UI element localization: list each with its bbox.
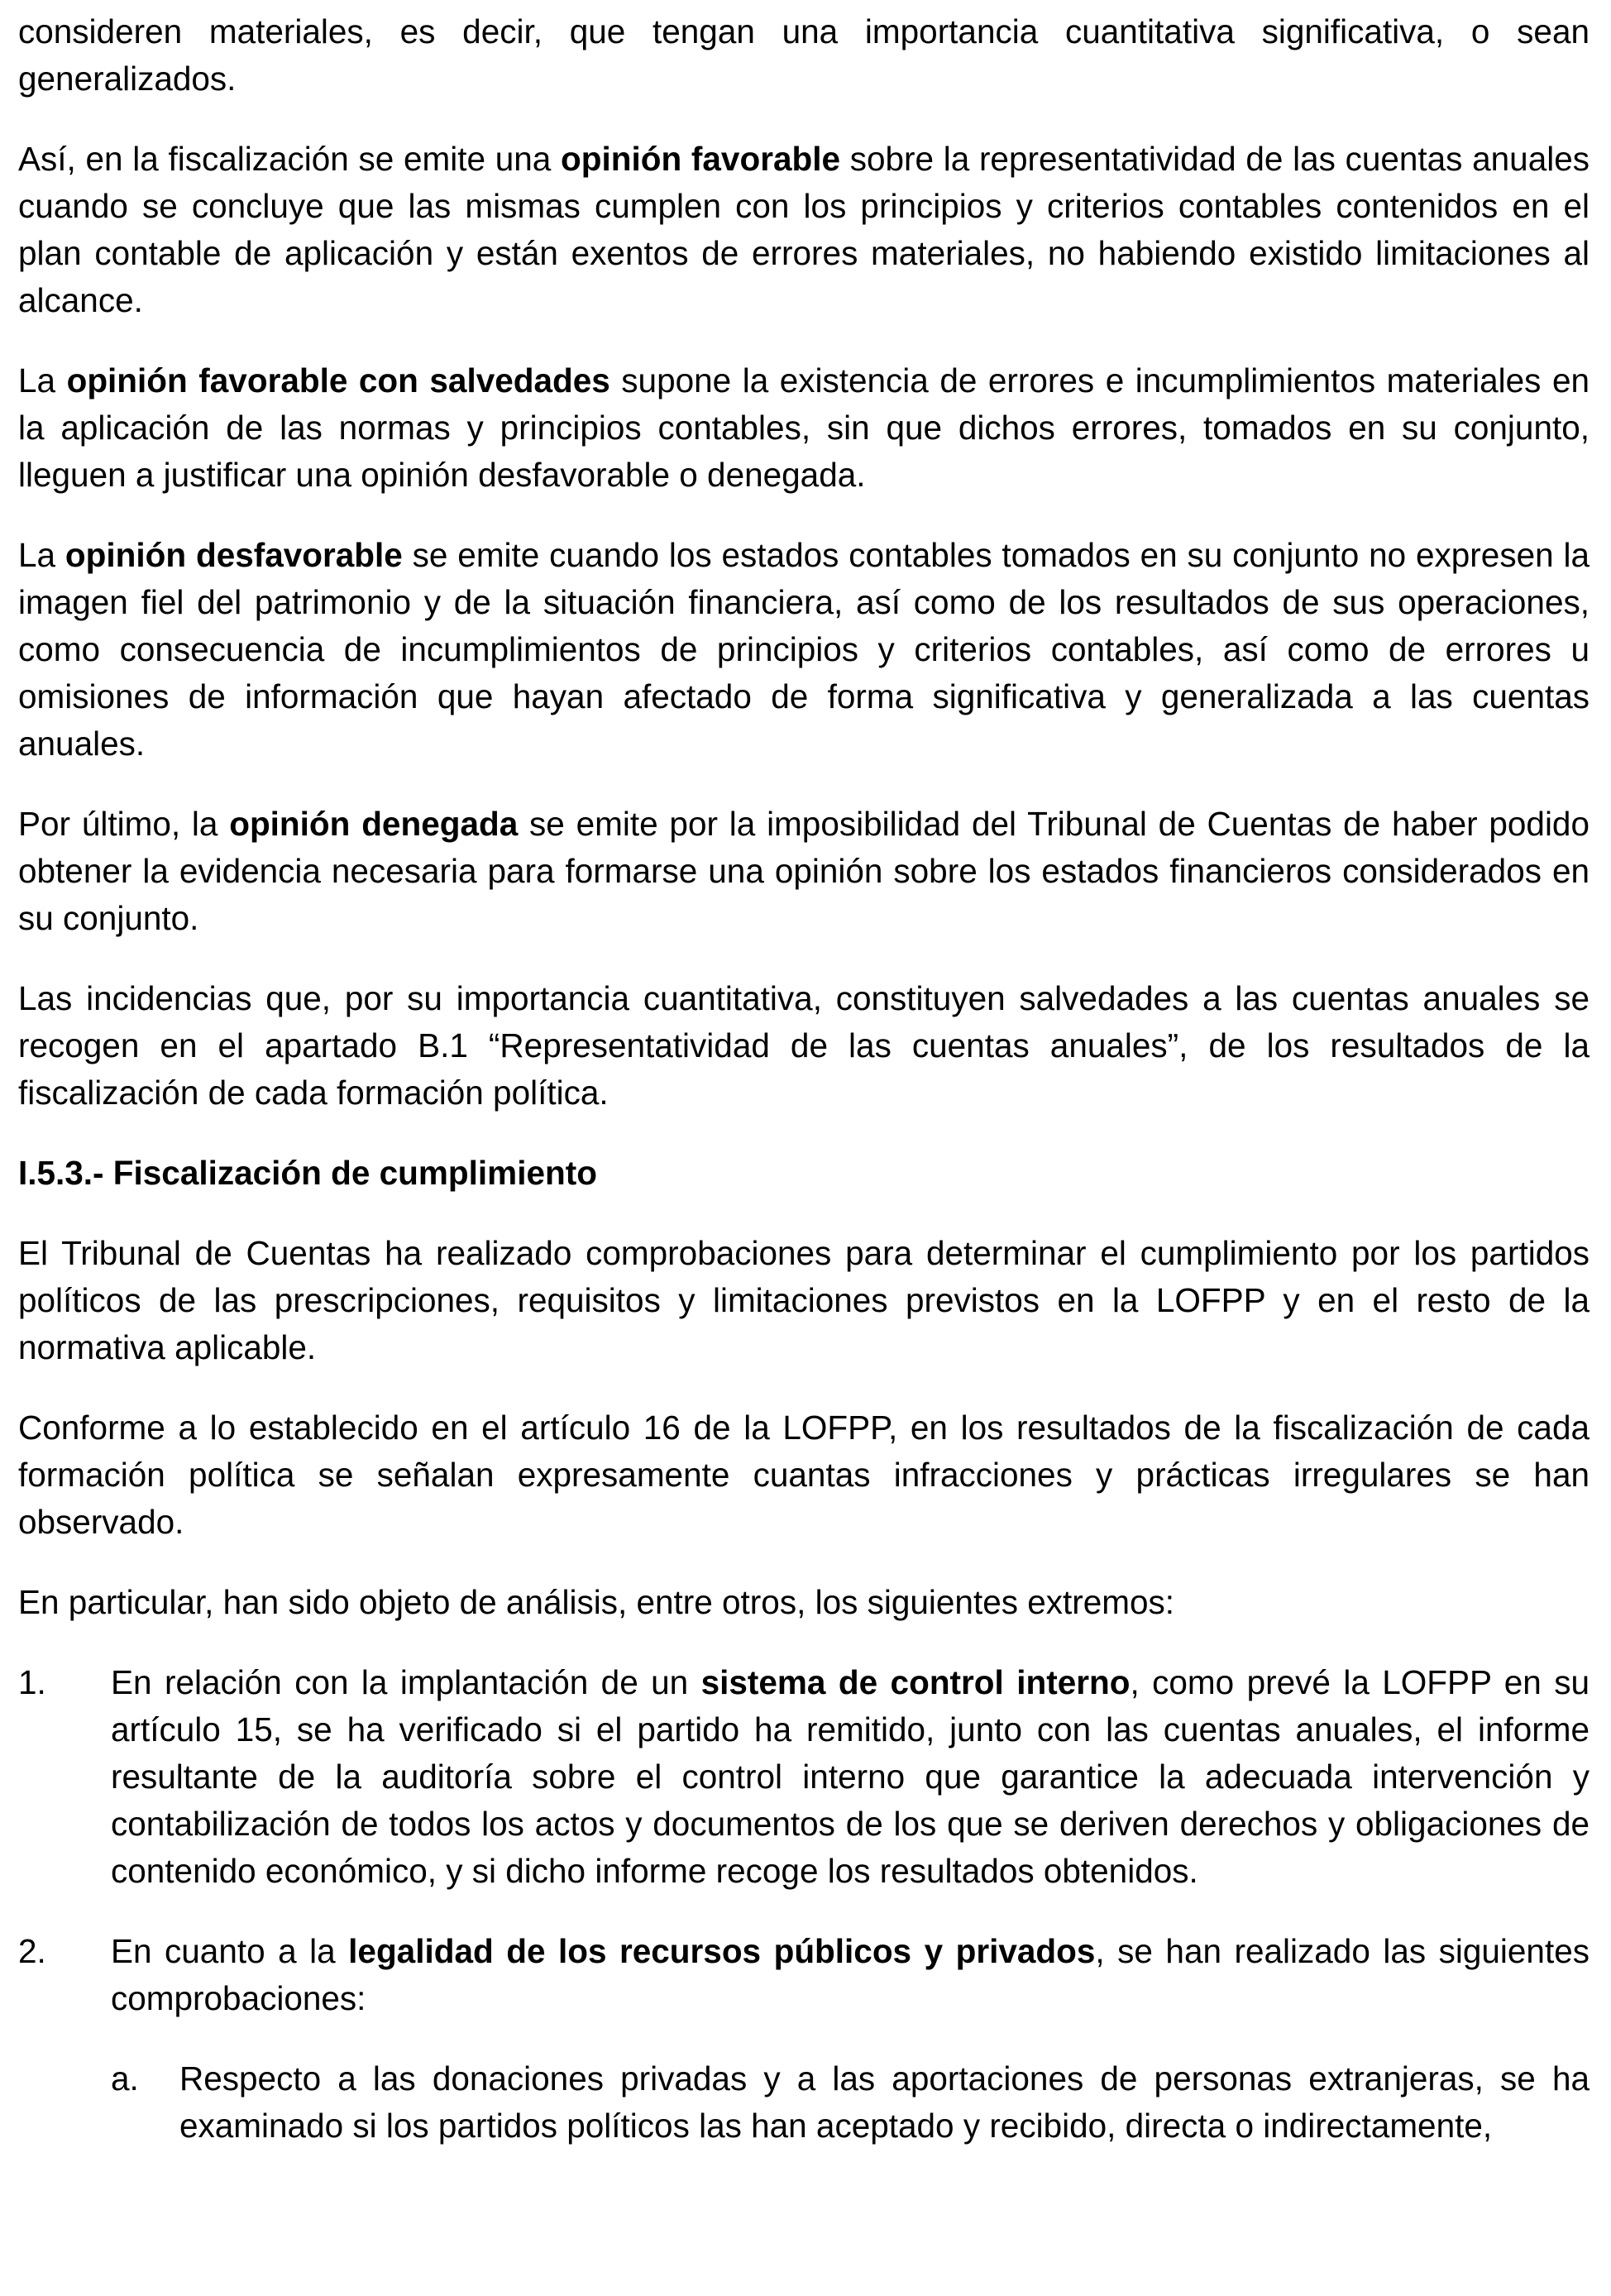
text-run: Por último, la (18, 805, 230, 843)
text-run: Así, en la fiscalización se emite una (18, 140, 562, 178)
list-marker: 1. (18, 1663, 46, 1701)
paragraph-materiality: consideren materiales, es decir, que tengan una importancia cuantitativa significativa, o sean generalizados. (18, 12, 1589, 98)
paragraph-favorable-opinion (18, 136, 1589, 324)
text-run: La (18, 536, 65, 574)
term-denied-opinion: opinión denegada (229, 805, 519, 843)
paragraph-qualified-opinion (18, 357, 1589, 499)
paragraph-compliance-checks: El Tribunal de Cuentas ha realizado comprobaciones para determinar el cumplimiento por los partidos políticos de las prescripciones, requisitos y limitaciones previstos en la LOFPP y en el resto de la normativa aplicable. (18, 1234, 1589, 1366)
sublist-marker: a. (111, 2059, 139, 2097)
text-run: , se han realizado las siguientes comprobaciones: (111, 1932, 1589, 2017)
paragraph-adverse-opinion (18, 532, 1589, 768)
text-run: En cuanto a la (111, 1932, 349, 1970)
term-adverse-opinion: opinión desfavorable (65, 536, 403, 574)
text-run: sobre la representatividad de las cuentas anuales cuando se concluye que las mismas cumplen con los principios y criterios contables contenidos en el plan contable de aplicación y están exentos de errores materiales, no habiendo existido limitaciones al alcance. (18, 140, 1590, 319)
text-run: , como prevé la LOFPP en su artículo 15, se ha verificado si el partido ha remitido, junto con las cuentas anuales, el informe resultante de la auditoría sobre el control interno que garantice la adecuada intervención y contabilización de todos los actos y documentos de los que se deriven derechos y obligaciones de contenido económico, y si dicho informe recoge los resultados obtenidos. (111, 1663, 1589, 1890)
text-run: se emite cuando los estados contables tomados en su conjunto no expresen la imagen fiel del patrimonio y de la situación financiera, así como de los resultados de sus operaciones, como consecuencia de incumplimientos de principios y criterios contables, así como de errores u omisiones de información que hayan afectado de forma significativa y generalizada a las cuentas anuales. (18, 536, 1589, 763)
list-marker: 2. (18, 1932, 46, 1970)
list-item-resources-legality (18, 1928, 1589, 2022)
term-internal-control: sistema de control interno (700, 1663, 1131, 1701)
text-run: Respecto a las donaciones privadas y a las aportaciones de personas extranjeras, se ha examinado si los partidos políticos las han aceptado y recibido, directa o indirectamente, (179, 2059, 1589, 2145)
term-resources-legality: legalidad de los recursos públicos y privados (348, 1932, 1096, 1970)
text-run: supone la existencia de errores e incumplimientos materiales en la aplicación de las normas y principios contables, sin que dichos errores, tomados en su conjunto, lleguen a justificar una opinión desfavorable o denegada. (18, 361, 1589, 494)
text-run: En relación con la implantación de un (111, 1663, 701, 1701)
paragraph-denied-opinion (18, 801, 1589, 942)
text-run: se emite por la imposibilidad del Tribunal de Cuentas de haber podido obtener la evidencia necesaria para formarse una opinión sobre los estados financieros considerados en su conjunto. (18, 805, 1589, 937)
section-heading: I.5.3.- Fiscalización de cumplimiento (18, 1154, 597, 1192)
text-run: La (18, 361, 67, 399)
term-favorable-opinion: opinión favorable (561, 140, 840, 178)
document-page (18, 8, 1589, 2150)
sublist-item-donations (18, 2055, 1589, 2150)
paragraph-article-16: Conforme a lo establecido en el artículo 16 de la LOFPP, en los resultados de la fiscalización de cada formación política se señalan expresamente cuantas infracciones y prácticas irregulares se han observado. (18, 1409, 1589, 1541)
paragraph-incidences: Las incidencias que, por su importancia cuantitativa, constituyen salvedades a las cuentas anuales se recogen en el apartado B.1 “Representatividad de las cuentas anuales”, de los resultados de la fiscalización de cada formación política. (18, 979, 1589, 1112)
list-item-internal-control (18, 1659, 1589, 1895)
paragraph-analysis-intro: En particular, han sido objeto de análisis, entre otros, los siguientes extremos: (18, 1583, 1175, 1621)
term-qualified-opinion: opinión favorable con salvedades (66, 361, 610, 399)
